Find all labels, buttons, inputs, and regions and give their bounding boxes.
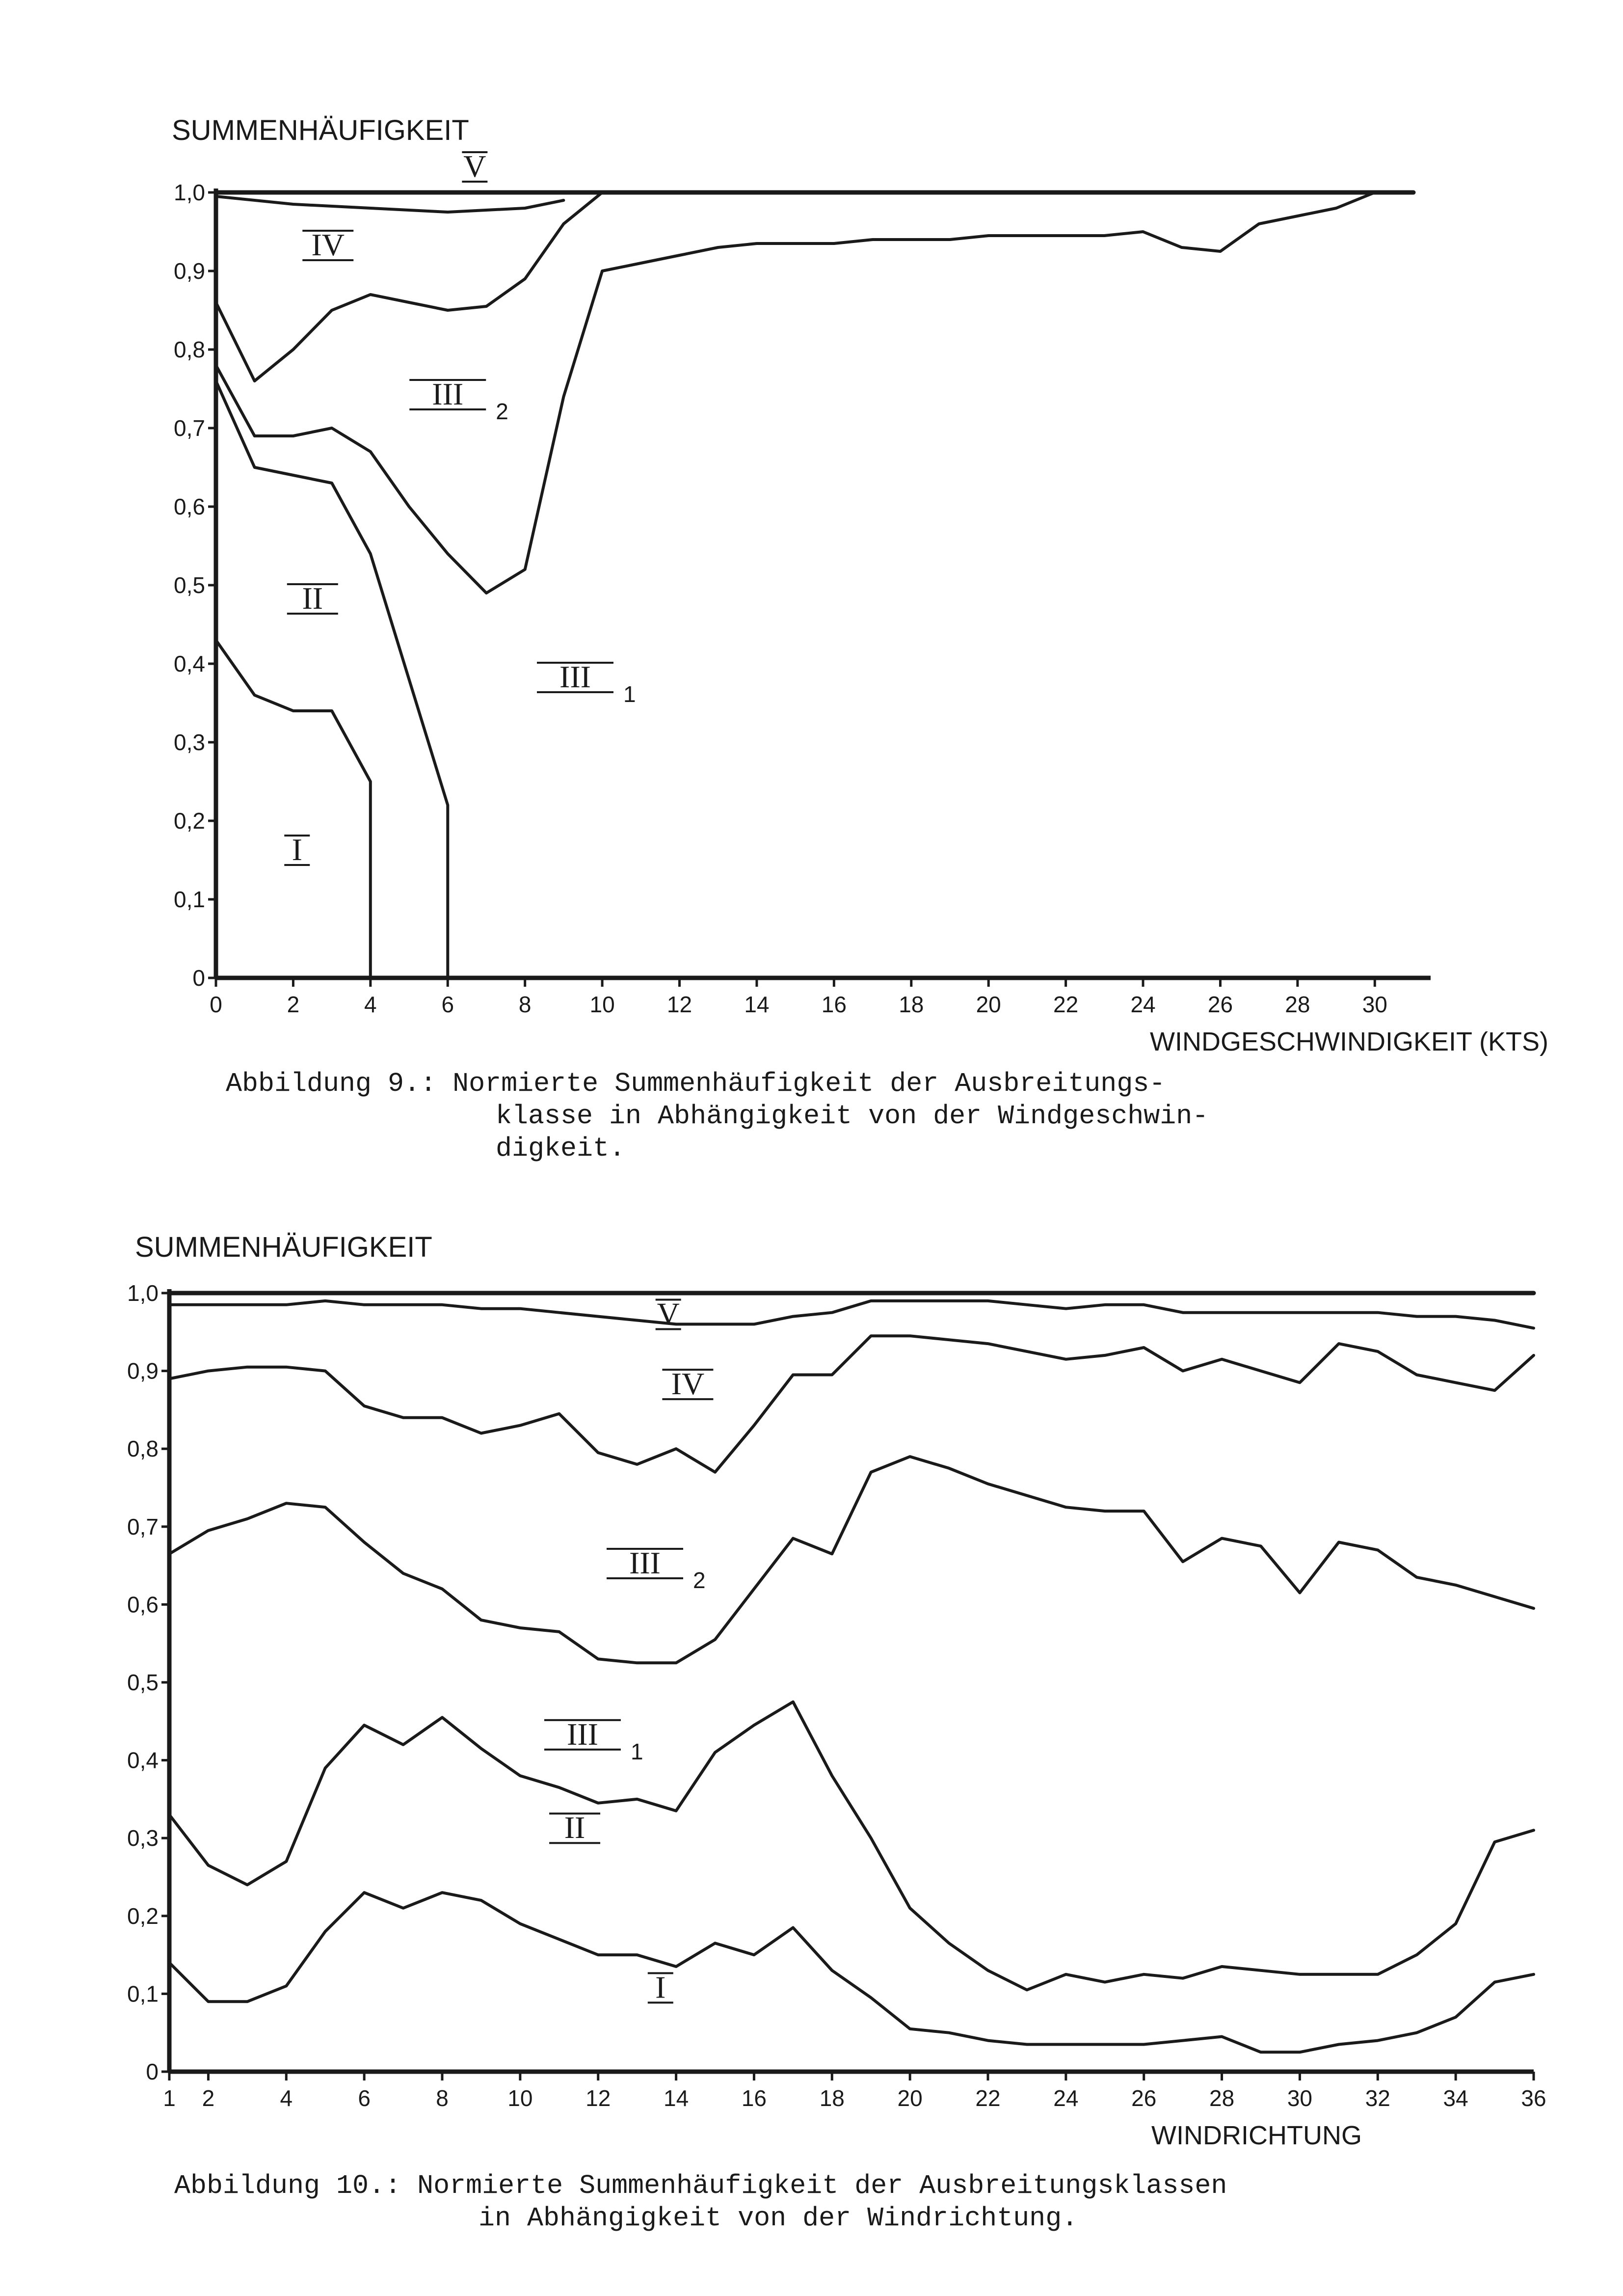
x-tick-label: 4 xyxy=(280,2085,293,2111)
region-numeral: V xyxy=(463,149,486,184)
region-label xyxy=(462,149,487,184)
y-axis-label: SUMMENHÄUFIGKEIT xyxy=(172,114,469,146)
region-numeral: II xyxy=(302,581,323,616)
x-tick-label: 30 xyxy=(1287,2085,1313,2111)
x-tick-label: 6 xyxy=(441,992,454,1017)
y-tick-label: 0,7 xyxy=(127,1513,159,1540)
x-tick-label: 22 xyxy=(1053,992,1079,1017)
series-line-4 xyxy=(169,1336,1534,1472)
region-numeral: I xyxy=(655,1970,666,2005)
series-line-2 xyxy=(216,381,448,978)
region-numeral: III xyxy=(432,377,464,411)
x-tick-label: 14 xyxy=(744,992,770,1017)
region-label xyxy=(549,1810,600,1845)
region-label xyxy=(302,227,353,262)
x-tick-label: 20 xyxy=(976,992,1001,1017)
y-tick-label: 0,8 xyxy=(174,337,205,362)
y-tick-label: 0,9 xyxy=(127,1358,159,1384)
caption-line: klasse in Abhängigkeit von der Windgeschwin- xyxy=(496,1101,1209,1132)
y-tick-label: 0 xyxy=(146,2059,159,2084)
y-tick-label: 0,2 xyxy=(174,808,205,834)
y-tick-label: 0,4 xyxy=(127,1747,159,1773)
x-tick-label: 10 xyxy=(507,2085,533,2111)
series-line-5 xyxy=(169,1301,1534,1328)
region-label xyxy=(607,1545,706,1593)
region-numeral: III xyxy=(629,1545,661,1580)
region-subscript: 1 xyxy=(630,1738,643,1764)
region-numeral: I xyxy=(292,832,302,867)
caption-label: Abbildung 9.: xyxy=(226,1068,437,1099)
region-numeral: III xyxy=(566,1716,598,1752)
x-tick-label: 10 xyxy=(589,992,615,1017)
x-tick-label: 20 xyxy=(897,2085,923,2111)
chart-figure-10 xyxy=(0,1203,1623,2165)
x-tick-label: 26 xyxy=(1207,992,1233,1017)
x-tick-label: 28 xyxy=(1209,2085,1235,2111)
region-numeral: III xyxy=(559,659,591,694)
region-numeral: II xyxy=(564,1810,585,1845)
x-tick-label: 6 xyxy=(358,2085,371,2111)
x-tick-label: 16 xyxy=(821,992,847,1017)
chart-figure-9 xyxy=(0,0,1623,1080)
x-tick-label: 34 xyxy=(1443,2085,1468,2111)
y-tick-label: 0,4 xyxy=(174,651,205,676)
caption-line: in Abhängigkeit von der Windrichtung. xyxy=(479,2203,1078,2234)
region-numeral: IV xyxy=(671,1366,705,1402)
x-tick-label: 0 xyxy=(210,992,222,1017)
region-subscript: 2 xyxy=(693,1567,706,1593)
x-tick-label: 24 xyxy=(1130,992,1156,1017)
x-tick-label: 4 xyxy=(364,992,377,1017)
series-line-3 xyxy=(216,192,1413,593)
y-tick-label: 1,0 xyxy=(174,180,205,205)
series-line-2 xyxy=(169,1702,1534,1990)
x-tick-label: 30 xyxy=(1362,992,1387,1017)
x-tick-label: 24 xyxy=(1053,2085,1079,2111)
caption-line: digkeit. xyxy=(496,1133,626,1164)
y-tick-label: 0,2 xyxy=(127,1903,159,1929)
x-tick-label: 22 xyxy=(975,2085,1001,2111)
x-tick-label: 18 xyxy=(819,2085,845,2111)
x-tick-label: 1 xyxy=(163,2085,176,2111)
region-label xyxy=(544,1717,643,1764)
x-tick-label: 32 xyxy=(1365,2085,1390,2111)
x-tick-label: 28 xyxy=(1285,992,1310,1017)
y-tick-label: 0,9 xyxy=(174,258,205,284)
y-tick-label: 0,5 xyxy=(127,1670,159,1695)
caption-label: Abbildung 10.: xyxy=(174,2170,401,2201)
region-label xyxy=(537,659,636,707)
y-tick-label: 0,5 xyxy=(174,572,205,598)
series-line-1 xyxy=(169,1892,1534,2052)
y-tick-label: 0,8 xyxy=(127,1436,159,1462)
region-label xyxy=(662,1366,713,1401)
x-tick-label: 18 xyxy=(899,992,924,1017)
x-axis-label: WINDGESCHWINDIGKEIT (KTS) xyxy=(1149,1027,1548,1056)
y-tick-label: 0,3 xyxy=(127,1825,159,1851)
caption-line: Normierte Summenhäufigkeit der Ausbreitungs- xyxy=(452,1068,1166,1099)
x-tick-label: 16 xyxy=(741,2085,767,2111)
y-axis-label: SUMMENHÄUFIGKEIT xyxy=(135,1231,432,1263)
region-subscript: 2 xyxy=(496,399,508,424)
x-tick-label: 12 xyxy=(666,992,692,1017)
x-tick-label: 8 xyxy=(436,2085,449,2111)
series-line-3 xyxy=(169,1457,1534,1663)
x-tick-label: 2 xyxy=(202,2085,215,2111)
region-label xyxy=(409,377,508,424)
region-label xyxy=(656,1296,681,1331)
region-numeral: IV xyxy=(311,227,345,262)
caption-line: Normierte Summenhäufigkeit der Ausbreitungsklassen xyxy=(417,2170,1227,2201)
region-subscript: 1 xyxy=(623,681,636,707)
x-tick-label: 8 xyxy=(518,992,532,1017)
series-line-1 xyxy=(216,640,371,978)
y-tick-label: 0 xyxy=(192,965,205,991)
region-label xyxy=(287,581,338,616)
x-axis-label: WINDRICHTUNG xyxy=(1151,2121,1362,2150)
x-tick-label: 14 xyxy=(663,2085,689,2111)
x-tick-label: 2 xyxy=(287,992,300,1017)
region-numeral: V xyxy=(657,1296,680,1331)
region-label xyxy=(648,1970,673,2004)
x-tick-label: 36 xyxy=(1521,2085,1546,2111)
caption-figure-9 xyxy=(226,1068,1208,1165)
y-tick-label: 0,7 xyxy=(174,415,205,441)
y-tick-label: 0,6 xyxy=(174,494,205,519)
y-tick-label: 0,1 xyxy=(127,1981,159,2007)
region-label xyxy=(284,832,310,867)
x-tick-label: 12 xyxy=(585,2085,611,2111)
x-tick-label: 26 xyxy=(1131,2085,1157,2111)
y-tick-label: 0,3 xyxy=(174,729,205,755)
series-line-5 xyxy=(216,196,563,212)
y-tick-label: 1,0 xyxy=(127,1280,159,1306)
series-line-4 xyxy=(216,192,602,381)
y-tick-label: 0,6 xyxy=(127,1592,159,1618)
caption-figure-10 xyxy=(174,2170,1227,2235)
y-tick-label: 0,1 xyxy=(174,887,205,912)
